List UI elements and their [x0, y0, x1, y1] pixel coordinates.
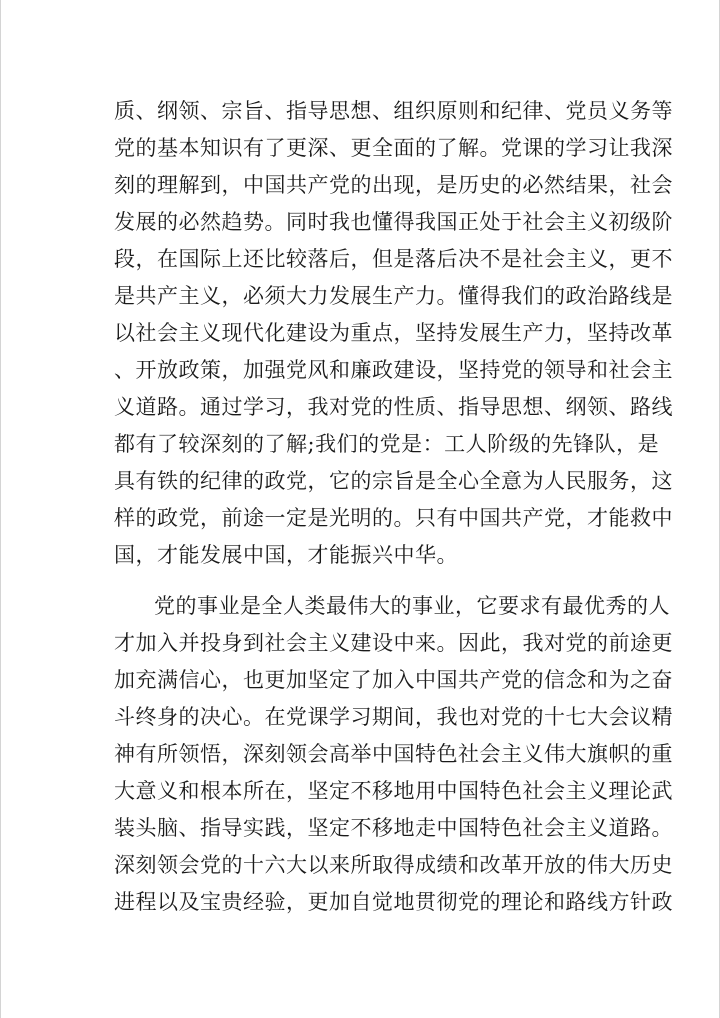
text-line: 国，才能发展中国，才能振兴中华。	[114, 543, 458, 567]
text-line: 质、纲领、宗旨、指导思想、组织原则和纪律、党员义务等	[114, 99, 673, 123]
text-line: 加充满信心，也更加坚定了加入中国共产党的信念和为之奋	[114, 668, 673, 692]
paragraph	[114, 588, 673, 921]
text-line: 是共产主义，必须大力发展生产力。懂得我们的政治路线是	[114, 284, 673, 308]
paragraph	[114, 93, 673, 574]
text-line: 深刻领会党的十六大以来所取得成绩和改革开放的伟大历史	[114, 853, 673, 877]
text-line: 以社会主义现代化建设为重点，坚持发展生产力，坚持改革	[114, 321, 673, 345]
text-line: 刻的理解到，中国共产党的出现，是历史的必然结果，社会	[114, 173, 673, 197]
text-line: 进程以及宝贵经验，更加自觉地贯彻党的理论和路线方针政	[114, 890, 673, 914]
text-line: 党的基本知识有了更深、更全面的了解。党课的学习让我深	[114, 136, 673, 160]
text-line: 大意义和根本所在，坚定不移地用中国特色社会主义理论武	[114, 779, 673, 803]
text-line: 段，在国际上还比较落后，但是落后决不是社会主义，更不	[114, 247, 673, 271]
text-line: 发展的必然趋势。同时我也懂得我国正处于社会主义初级阶	[114, 210, 673, 234]
text-line: 都有了较深刻的了解;我们的党是：工人阶级的先锋队，是	[114, 432, 660, 456]
text-line: 、开放政策，加强党风和廉政建设，坚持党的领导和社会主	[114, 358, 673, 382]
text-line: 才加入并投身到社会主义建设中来。因此，我对党的前途更	[114, 631, 673, 655]
text-line: 样的政党，前途一定是光明的。只有中国共产党，才能救中	[114, 506, 673, 530]
text-line: 斗终身的决心。在党课学习期间，我也对党的十七大会议精	[114, 705, 673, 729]
text-line: 具有铁的纪律的政党，它的宗旨是全心全意为人民服务，这	[114, 469, 673, 493]
text-line: 党的事业是全人类最伟大的事业，它要求有最优秀的人	[154, 594, 670, 618]
text-line: 义道路。通过学习，我对党的性质、指导思想、纲领、路线	[114, 395, 673, 419]
text-line: 装头脑、指导实践，坚定不移地走中国特色社会主义道路。	[114, 816, 673, 840]
document-body	[114, 93, 673, 921]
text-line: 神有所领悟，深刻领会高举中国特色社会主义伟大旗帜的重	[114, 742, 673, 766]
